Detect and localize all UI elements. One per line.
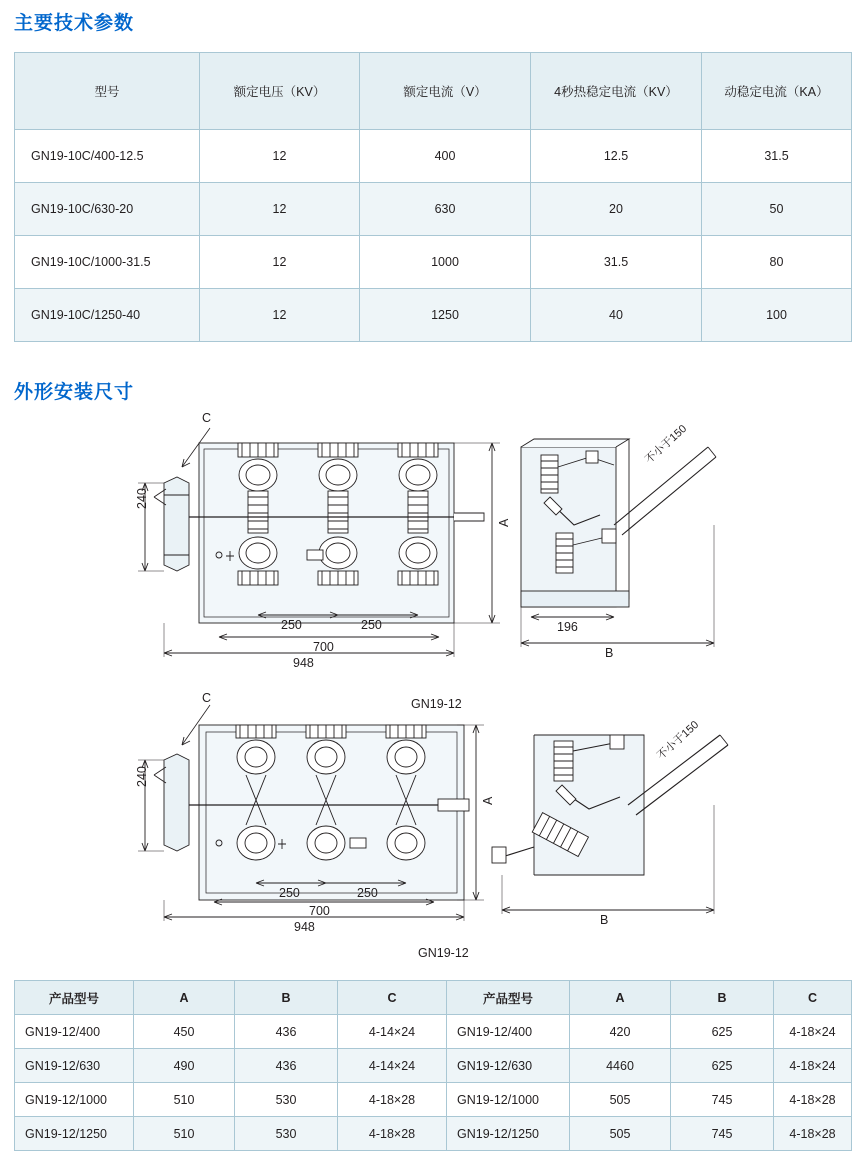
callout-948-bottom: 948: [294, 920, 315, 934]
page-title-dimensions: 外形安装尺寸: [14, 382, 135, 403]
col-header-voltage: 额定电压（KV）: [200, 53, 360, 130]
cell-voltage: 12: [200, 183, 360, 236]
table-row: [15, 130, 852, 183]
callout-240-top: 240: [135, 488, 149, 509]
cell-dynamic: 50: [702, 183, 852, 236]
cell-voltage: 12: [200, 289, 360, 342]
callout-250-bottom-1: 250: [279, 886, 300, 900]
table-row: [15, 1015, 852, 1049]
callout-angle-note-top: 不小于150: [643, 422, 690, 467]
page-title-spec: 主要技术参数: [14, 13, 135, 34]
cell-a-right: 4460: [570, 1049, 671, 1083]
cell-dynamic: 80: [702, 236, 852, 289]
col-header-b-left: B: [235, 981, 338, 1015]
callout-angle-note-bottom: 不小于150: [655, 718, 702, 763]
cell-thermal: 31.5: [531, 236, 702, 289]
callout-700-top: 700: [313, 640, 334, 654]
cell-a-left: 490: [134, 1049, 235, 1083]
cell-a-right: 420: [570, 1015, 671, 1049]
callout-c-bottom: C: [202, 691, 212, 705]
col-header-model-left: 产品型号: [15, 981, 134, 1015]
col-header-c-right: C: [774, 981, 852, 1015]
callout-250-top-1: 250: [281, 618, 302, 632]
cell-model-left: GN19-12/1000: [15, 1083, 134, 1117]
cell-b-left: 436: [235, 1049, 338, 1083]
cell-model-left: GN19-12/630: [15, 1049, 134, 1083]
cell-voltage: 12: [200, 236, 360, 289]
col-header-model-right: 产品型号: [447, 981, 570, 1015]
table-row: [15, 1083, 852, 1117]
cell-current: 1000: [360, 236, 531, 289]
col-header-a-left: A: [134, 981, 235, 1015]
cell-thermal: 12.5: [531, 130, 702, 183]
callout-250-bottom-2: 250: [357, 886, 378, 900]
cell-model-right: GN19-12/400: [447, 1015, 570, 1049]
table-row: [15, 183, 852, 236]
cell-model-right: GN19-12/1000: [447, 1083, 570, 1117]
table-header-row: [15, 981, 852, 1015]
drawing-label-top: GN19-12: [411, 697, 462, 711]
cell-c-right: 4-18×28: [774, 1117, 852, 1151]
cell-model: GN19-10C/400-12.5: [15, 130, 200, 183]
table-row: [15, 1117, 852, 1151]
table-row: [15, 289, 852, 342]
col-header-thermal: 4秒热稳定电流（KV）: [531, 53, 702, 130]
table-row: [15, 236, 852, 289]
cell-dynamic: 100: [702, 289, 852, 342]
cell-model: GN19-10C/630-20: [15, 183, 200, 236]
callout-b-bottom: B: [600, 913, 609, 927]
table-row: [15, 1049, 852, 1083]
cell-a-left: 510: [134, 1117, 235, 1151]
callout-700-bottom: 700: [309, 904, 330, 918]
cell-c-left: 4-18×28: [338, 1083, 447, 1117]
cell-model-right: GN19-12/1250: [447, 1117, 570, 1151]
col-header-a-right: A: [570, 981, 671, 1015]
col-header-c-left: C: [338, 981, 447, 1015]
drawing-label-bottom: GN19-12: [418, 946, 469, 960]
cell-c-right: 4-18×24: [774, 1015, 852, 1049]
cell-b-right: 745: [671, 1117, 774, 1151]
cell-c-left: 4-14×24: [338, 1015, 447, 1049]
cell-thermal: 20: [531, 183, 702, 236]
cell-a-right: 505: [570, 1117, 671, 1151]
dimension-drawings: [14, 405, 852, 970]
callout-240-bottom: 240: [135, 766, 149, 787]
callout-a-bottom: A: [481, 796, 495, 805]
cell-b-right: 745: [671, 1083, 774, 1117]
cell-b-left: 530: [235, 1117, 338, 1151]
cell-c-right: 4-18×28: [774, 1083, 852, 1117]
cell-c-right: 4-18×24: [774, 1049, 852, 1083]
cell-model-right: GN19-12/630: [447, 1049, 570, 1083]
cell-current: 1250: [360, 289, 531, 342]
cell-voltage: 12: [200, 130, 360, 183]
col-header-b-right: B: [671, 981, 774, 1015]
cell-b-left: 436: [235, 1015, 338, 1049]
dimension-table: [14, 980, 852, 1151]
cell-model: GN19-10C/1000-31.5: [15, 236, 200, 289]
cell-dynamic: 31.5: [702, 130, 852, 183]
cell-b-right: 625: [671, 1015, 774, 1049]
cell-a-left: 450: [134, 1015, 235, 1049]
cell-thermal: 40: [531, 289, 702, 342]
spec-table: [14, 52, 852, 342]
cell-model-left: GN19-12/1250: [15, 1117, 134, 1151]
table-header-row: [15, 53, 852, 130]
cell-c-left: 4-18×28: [338, 1117, 447, 1151]
callout-a-top: A: [497, 518, 511, 527]
col-header-current: 额定电流（V）: [360, 53, 531, 130]
cell-b-left: 530: [235, 1083, 338, 1117]
cell-a-right: 505: [570, 1083, 671, 1117]
col-header-dynamic: 动稳定电流（KA）: [702, 53, 852, 130]
cell-c-left: 4-14×24: [338, 1049, 447, 1083]
callout-948-top: 948: [293, 656, 314, 670]
cell-a-left: 510: [134, 1083, 235, 1117]
cell-current: 400: [360, 130, 531, 183]
callout-c-top: C: [202, 411, 212, 425]
callout-250-top-2: 250: [361, 618, 382, 632]
cell-current: 630: [360, 183, 531, 236]
cell-model: GN19-10C/1250-40: [15, 289, 200, 342]
callout-b-top: B: [605, 646, 614, 660]
cell-model-left: GN19-12/400: [15, 1015, 134, 1049]
callout-196-top: 196: [557, 620, 578, 634]
col-header-model: 型号: [15, 53, 200, 130]
cell-b-right: 625: [671, 1049, 774, 1083]
